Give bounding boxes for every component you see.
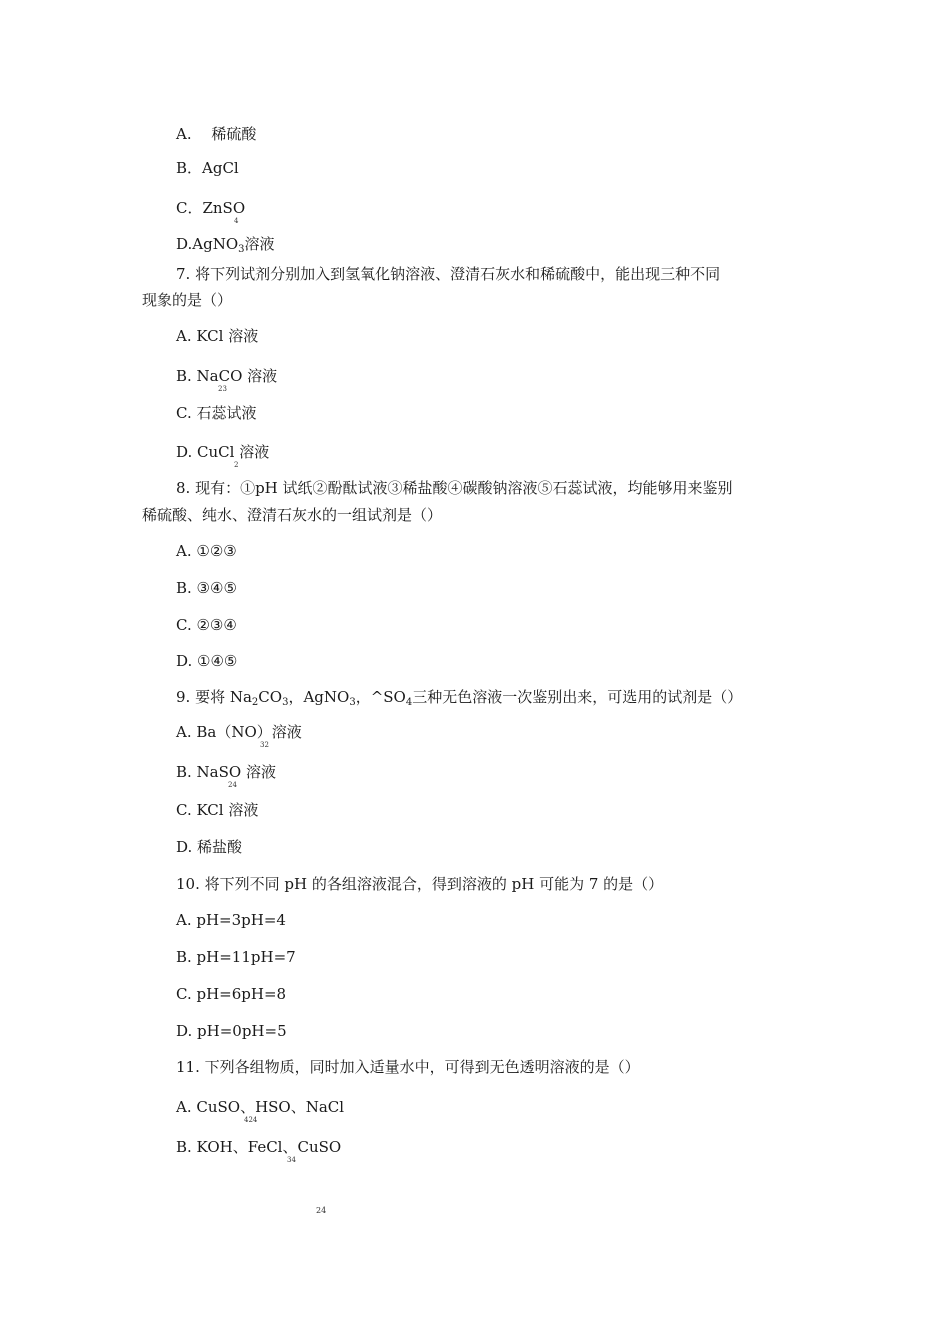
subscript: 34 <box>287 1156 296 1164</box>
subscript: 32 <box>260 741 269 749</box>
question-7-line1: 7. 将下列试剂分别加入到氢氧化钠溶液、澄清石灰水和稀硫酸中，能出现三种不同 <box>176 265 721 283</box>
option-7d: D. CuCl 溶液 <box>176 443 270 461</box>
option-6b: B．AgCl <box>176 159 239 177</box>
option-11a: A. CuSO、HSO、NaCl <box>176 1098 345 1116</box>
question-9: 9. 要将 $Na_2CO_3$，AgNO$_3$，$\^{}SO_4$三种无色溶液一次鉴别出来，可选用的试剂是（） <box>176 688 743 708</box>
option-8c: C. ②③④ <box>176 616 237 634</box>
subscript: 4 <box>234 217 239 225</box>
question-10: 10. 将下列不同 pH 的各组溶液混合，得到溶液的 pH 可能为 7 的是（） <box>176 875 664 893</box>
option-6d: D.AgNO$_3$溶液 <box>176 235 275 255</box>
option-7a: A. KCl 溶液 <box>176 327 259 345</box>
option-10d: D. pH=0pH=5 <box>176 1022 287 1040</box>
question-8-line1: 8. 现有：①pH 试纸②酚酞试液③稀盐酸④碳酸钠溶液⑤石蕊试液，均能够用来鉴别 <box>176 479 733 497</box>
question-11: 11. 下列各组物质，同时加入适量水中，可得到无色透明溶液的是（） <box>176 1058 640 1076</box>
option-7b: B. NaCO 溶液 <box>176 367 278 385</box>
option-9b: B. NaSO 溶液 <box>176 763 276 781</box>
option-11b: B. KOH、FeCl、CuSO <box>176 1138 342 1156</box>
subscript: 2 <box>234 461 239 469</box>
option-6a: A. 稀硫酸 <box>176 125 257 143</box>
option-6c: C．ZnSO <box>176 199 246 217</box>
question-8-line2: 稀硫酸、纯水、澄清石灰水的一组试剂是（） <box>142 506 443 524</box>
option-7c: C. 石蕊试液 <box>176 404 257 422</box>
option-10a: A. pH=3pH=4 <box>176 911 286 929</box>
subscript: 424 <box>244 1116 258 1124</box>
subscript: 24 <box>228 781 237 789</box>
option-9d: D. 稀盐酸 <box>176 838 243 856</box>
option-8d: D. ①④⑤ <box>176 652 238 670</box>
option-8b: B. ③④⑤ <box>176 579 237 597</box>
question-7-line2: 现象的是（） <box>142 291 233 309</box>
option-9a: A. Ba（NO）溶液 <box>176 723 302 741</box>
subscript: 23 <box>218 385 227 393</box>
option-10b: B. pH=11pH=7 <box>176 948 296 966</box>
option-9c: C. KCl 溶液 <box>176 801 259 819</box>
option-8a: A. ①②③ <box>176 542 237 560</box>
footer-subscript: 24 <box>316 1206 327 1215</box>
option-10c: C. pH=6pH=8 <box>176 985 287 1003</box>
